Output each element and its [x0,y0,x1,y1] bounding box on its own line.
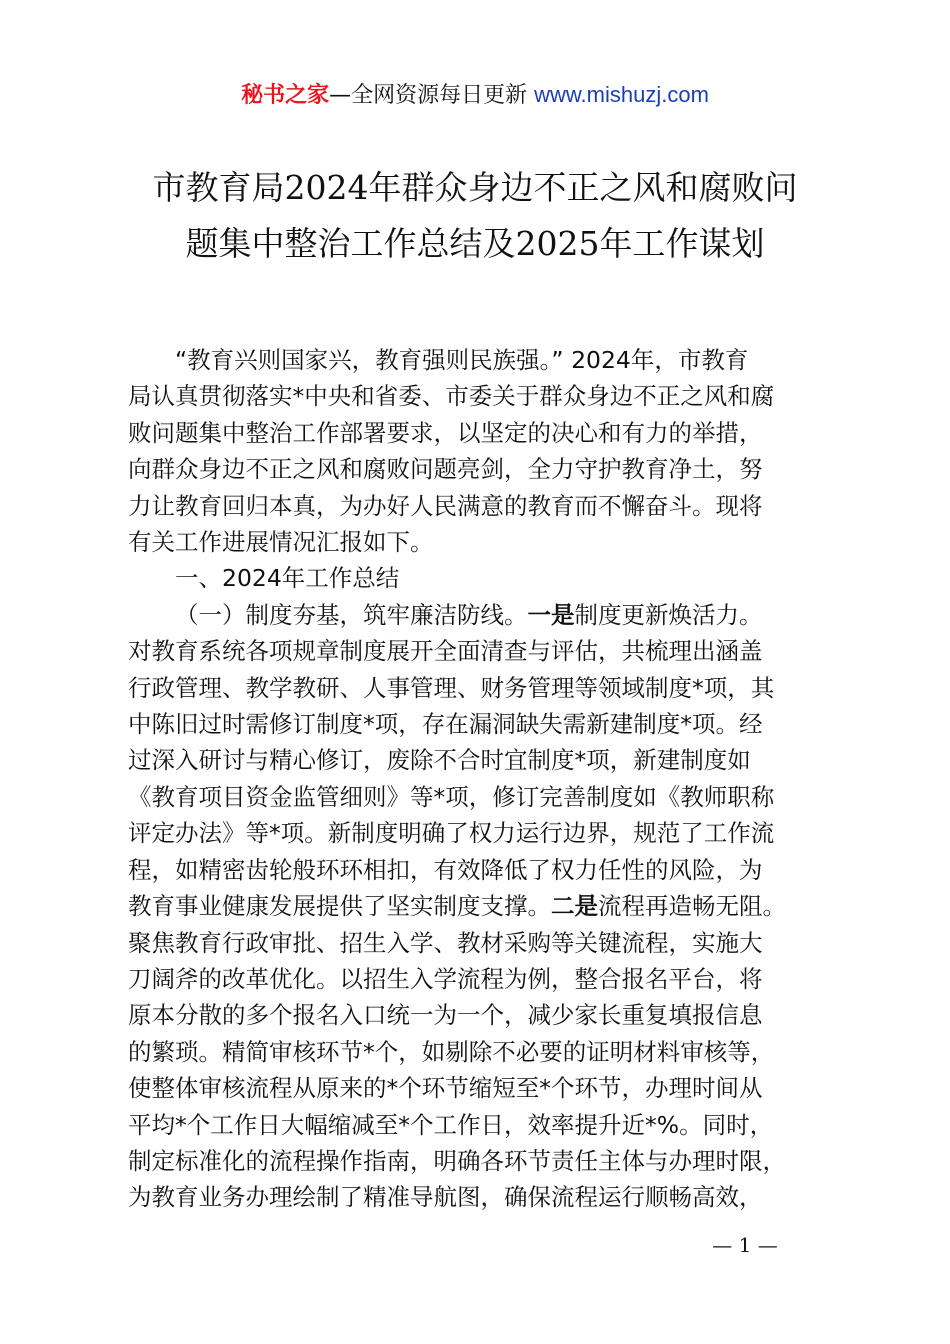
body-line: 败问题集中整治工作部署要求，以坚定的决心和有力的举措， [128,418,763,447]
body-line: 《教育项目资金监管细则》等*项，修订完善制度如《教师职称 [128,782,775,811]
site-tagline: —全网资源每日更新 [329,83,535,108]
page-number: — 1 — [712,1233,778,1257]
point-one-title: 制度更新焕活力。 [574,600,763,629]
point-two-title: 流程再造畅无阻。 [598,892,786,921]
body-line: 过深入研讨与精心修订，废除不合时宜制度*项，新建制度如 [128,746,751,775]
subsection-heading: （一）制度夯基，筑牢廉洁防线。 [175,600,528,629]
point-one-label: 一是 [527,600,575,629]
site-url[interactable]: www.mishuzj.com [534,82,709,107]
body-line: 聚焦教育行政审批、招生入学、教材采购等关键流程，实施大 [128,928,763,957]
site-header [0,78,950,113]
body-line-text: 教育事业健康发展提供了坚实制度支撑。 [128,892,551,921]
subsection-line [128,597,828,633]
title-line-1: 市教育局2024年群众身边不正之风和腐败问 [152,168,798,207]
body-line: 平均*个工作日大幅缩减至*个工作日，效率提升近*%。同时， [128,1110,774,1139]
body-line: 程，如精密齿轮般环环相扣，有效降低了权力任性的风险，为 [128,855,763,884]
body-line: 局认真贯彻落实*中央和省委、市委关于群众身边不正之风和腐 [128,382,775,411]
body-line: “教育兴则国家兴，教育强则民族强。” 2024年，市教育 [175,346,749,374]
body-line [128,888,828,924]
section-heading: 一、2024年工作总结 [175,564,400,593]
title-line-2: 题集中整治工作总结及2025年工作谋划 [185,224,765,263]
document-title [110,160,840,272]
site-brand: 秘书之家 [241,83,330,108]
body-line: 的繁琐。精简审核环节*个，如剔除不必要的证明材料审核等， [128,1037,775,1066]
body-line: 使整体审核流程从原来的*个环节缩短至*个环节，办理时间从 [128,1074,763,1103]
document-body [128,342,828,1216]
body-line: 中陈旧过时需修订制度*项，存在漏洞缺失需新建制度*项。经 [128,710,763,739]
body-line: 评定办法》等*项。新制度明确了权力运行边界，规范了工作流 [128,819,775,848]
body-line: 有关工作进展情况汇报如下。 [128,528,434,557]
body-line: 向群众身边不正之风和腐败问题亮剑，全力守护教育净土，努 [128,455,763,484]
body-line: 制定标准化的流程操作指南，明确各环节责任主体与办理时限， [128,1146,786,1175]
body-line: 力让教育回归本真，为办好人民满意的教育而不懈奋斗。现将 [128,491,763,520]
body-line: 为教育业务办理绘制了精准导航图，确保流程运行顺畅高效， [128,1183,763,1212]
body-line: 对教育系统各项规章制度展开全面清查与评估，共梳理出涵盖 [128,637,763,666]
body-line: 原本分散的多个报名入口统一为一个，减少家长重复填报信息 [128,1001,763,1030]
body-line: 刀阔斧的改革优化。以招生入学流程为例，整合报名平台，将 [128,964,763,993]
body-line: 行政管理、教学教研、人事管理、财务管理等领域制度*项，其 [128,673,775,702]
point-two-label: 二是 [551,892,598,921]
